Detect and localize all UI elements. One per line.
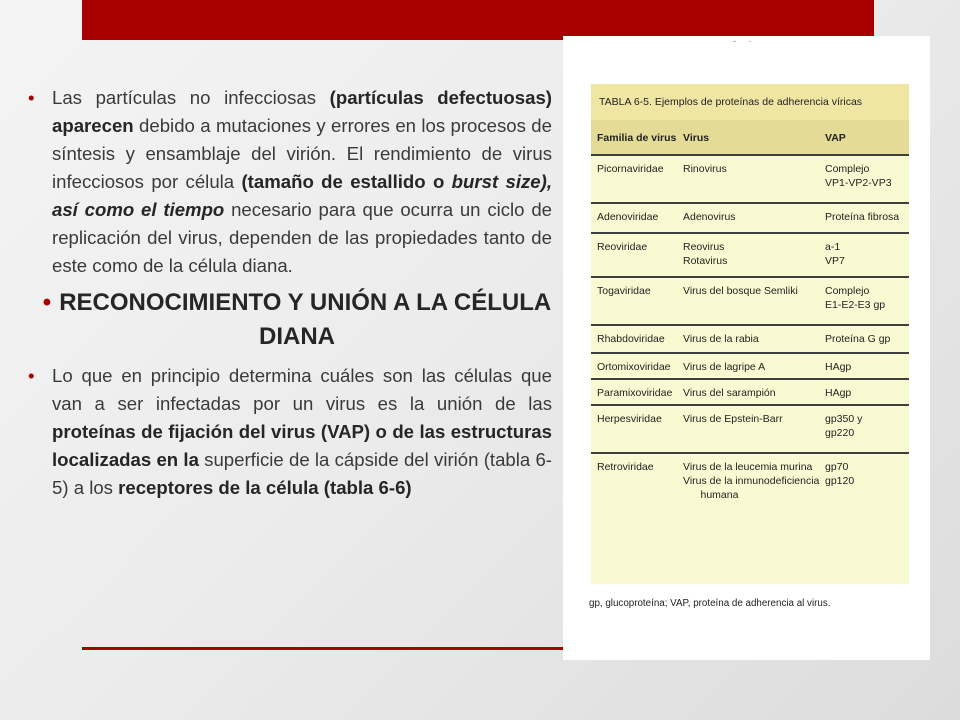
text-run: Las partículas no infecciosas (52, 87, 330, 108)
table-cell-family: Reoviridae (597, 241, 648, 253)
table-cell-vap: HAgp (825, 361, 852, 373)
table-cell-virus: Reovirus Rotavirus (683, 241, 728, 267)
text-run: superficie de la cápside del virión (tabla 6-5) a los (52, 449, 552, 498)
table-cell-vap: HAgp (825, 387, 852, 399)
text-run: Lo que en principio determina cuáles son las células que van a ser infectadas por un virus es la unión de las (52, 365, 552, 414)
row-divider (591, 452, 909, 454)
row-divider (591, 404, 909, 406)
table-image-panel: - · TABLA 6-5. Ejemplos de proteínas de adherencia víricas Familia de virus Virus VAP Picornaviridae Rinovirus Complejo VP1-VP2-VP3 Adenoviridae Adenovirus Proteína fibrosa Reoviridae Reovirus Rotavirus a-1 VP7 Togaviridae Virus del bosque Semliki Complejo E1-E2-E3 gp Rhabdoviridae Virus de la rabia Proteína G gp Ortomixoviridae Virus de lagripe A HAgp Paramixoviridae Virus del sarampión HAgp Herpesviridae Virus de Epstein-Barr gp350 y gp220 Retroviridae Virus de la leucemia murina Virus de la inmunodeficiencia humana gp70 gp120 gp, glucoproteína; VAP, proteína de adherencia al virus. (563, 36, 930, 660)
row-divider (591, 352, 909, 354)
row-divider (591, 276, 909, 278)
table-header-row (591, 120, 909, 154)
text-run: burst size), así como el tiempo (52, 171, 553, 220)
row-divider (591, 232, 909, 234)
header-familia: Familia de virus (597, 132, 677, 144)
table-cell-vap: a-1 VP7 (825, 241, 845, 267)
row-divider (591, 202, 909, 204)
bottom-accent-line (82, 647, 564, 650)
row-divider (591, 154, 909, 156)
table-cell-family: Paramixoviridae (597, 387, 673, 399)
text-run: debido a mutaciones y errores en los procesos de síntesis y ensamblaje del virión. El rendimiento de virus infecciosos por célula (52, 115, 552, 192)
text-run: receptores de la célula (tabla 6-6) (118, 477, 412, 498)
top-accent-bar (82, 0, 874, 40)
header-virus: Virus (683, 132, 710, 144)
header-vap: VAP (825, 132, 846, 144)
text-run: necesario para que ocurra un ciclo de replicación del virus, dependen de las propiedades tanto de este como de la célula diana. (52, 199, 553, 276)
table-cell-vap: Proteína G gp (825, 333, 891, 345)
table-cell-family: Adenoviridae (597, 211, 659, 223)
table-title: TABLA 6-5. Ejemplos de proteínas de adherencia víricas (591, 84, 909, 120)
text-run: (tamaño de estallido o (241, 171, 452, 192)
table-cell-virus: Virus de lagripe A (683, 361, 766, 373)
text-run: proteínas de fijación del virus (VAP) o de las estructuras localizadas en la (52, 421, 552, 470)
table-cell-family: Herpesviridae (597, 413, 662, 425)
table-cell-vap: gp350 y gp220 (825, 413, 863, 439)
table-cell-virus: Rinovirus (683, 163, 727, 175)
table-cell-virus: Virus de Epstein-Barr (683, 413, 783, 425)
table-cell-vap: Complejo VP1-VP2-VP3 (825, 163, 892, 189)
paragraph-reconocimiento (28, 362, 552, 502)
row-divider (591, 324, 909, 326)
table-cell-vap: gp70 gp120 (825, 461, 855, 487)
table-cell-family: Ortomixoviridae (597, 361, 671, 373)
table-cell-vap: Complejo E1-E2-E3 gp (825, 285, 886, 311)
paragraph-partículas (28, 84, 552, 280)
text-run: (partículas defectuosas) aparecen (52, 87, 552, 136)
vap-table (591, 84, 909, 584)
table-cell-vap: Proteína fibrosa (825, 211, 900, 223)
table-footnote: gp, glucoproteína; VAP, proteína de adherencia al virus. (589, 598, 831, 609)
table-cell-family: Rhabdoviridae (597, 333, 665, 345)
table-cell-family: Retroviridae (597, 461, 654, 473)
table-cell-virus: Virus del sarampión (683, 387, 776, 399)
section-heading: • RECONOCIMIENTO Y UNIÓN A LA CÉLULA DIANA (28, 286, 552, 354)
table-cell-virus: Virus del bosque Semliki (683, 285, 798, 297)
table-cell-family: Togaviridae (597, 285, 651, 297)
slide-content (28, 84, 552, 502)
table-cell-virus: Virus de la leucemia murina Virus de la inmunodeficiencia humana (683, 461, 820, 501)
table-cell-virus: Virus de la rabia (683, 333, 759, 345)
table-cell-virus: Adenovirus (683, 211, 736, 223)
row-divider (591, 378, 909, 380)
table-cell-family: Picornaviridae (597, 163, 664, 175)
